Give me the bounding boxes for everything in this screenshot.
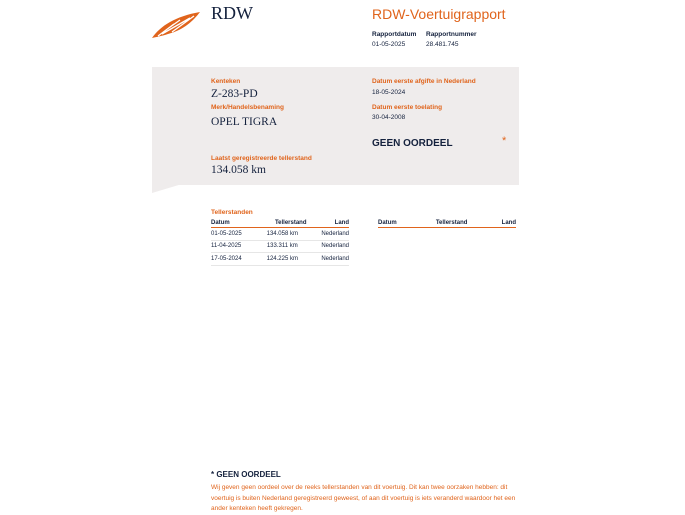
brand-name: RDW bbox=[211, 3, 253, 23]
verdict-footnote-mark: * bbox=[502, 135, 507, 147]
cell-date: 11-04-2025 bbox=[211, 240, 258, 253]
report-number-value: 28.481.745 bbox=[426, 41, 459, 48]
table-row bbox=[211, 228, 349, 241]
odometer-table bbox=[211, 219, 349, 266]
table-header-row bbox=[378, 219, 516, 228]
make-label: Merk/Handelsbenaming bbox=[211, 104, 284, 111]
make-value: OPEL TIGRA bbox=[211, 116, 278, 128]
footnote-title: * GEEN OORDEEL bbox=[211, 470, 281, 479]
col-date-header: Datum bbox=[211, 219, 258, 228]
col-date-header: Datum bbox=[378, 219, 418, 228]
first-issue-nl-label: Datum eerste afgifte in Nederland bbox=[372, 78, 476, 85]
cell-date: 17-05-2024 bbox=[211, 253, 258, 266]
cell-country: Nederland bbox=[307, 228, 349, 241]
col-odometer-header: Tellerstand bbox=[418, 219, 485, 228]
cell-country: Nederland bbox=[307, 253, 349, 266]
odometer-label: Laatst geregistreerde tellerstand bbox=[211, 155, 312, 162]
verdict-text: GEEN OORDEEL bbox=[372, 138, 453, 149]
odometer-table-continued bbox=[378, 219, 516, 228]
cell-date: 01-05-2025 bbox=[211, 228, 258, 241]
plate-label: Kenteken bbox=[211, 78, 241, 85]
col-odometer-header: Tellerstand bbox=[258, 219, 306, 228]
first-issue-nl-value: 18-05-2024 bbox=[372, 89, 406, 96]
cell-odometer: 133.311 km bbox=[258, 240, 306, 253]
rdw-logo-icon bbox=[150, 10, 204, 40]
table-header-row bbox=[211, 219, 349, 228]
panel-notch bbox=[152, 184, 182, 193]
odometer-table-title: Tellerstanden bbox=[211, 209, 253, 216]
cell-country: Nederland bbox=[307, 240, 349, 253]
footnote-text: Wij geven geen oordeel over de reeks tellerstanden van dit voertuig. Dit kan twee oorzaken hebben: dit voertuig is buiten Nederland geregistreerd geweest, of aan dit voertuig is iets veranderd waardoor het een ander kenteken heeft gekregen. bbox=[211, 484, 516, 512]
col-country-header: Land bbox=[485, 219, 516, 228]
cell-odometer: 124.225 km bbox=[258, 253, 306, 266]
first-admission-value: 30-04-2008 bbox=[372, 114, 406, 121]
report-date-label: Rapportdatum bbox=[372, 31, 417, 38]
col-country-header: Land bbox=[307, 219, 349, 228]
first-admission-label: Datum eerste toelating bbox=[372, 104, 443, 111]
plate-value: Z-283-PD bbox=[211, 88, 258, 100]
report-title: RDW-Voertuigrapport bbox=[372, 6, 506, 22]
table-row bbox=[211, 253, 349, 266]
report-date-value: 01-05-2025 bbox=[372, 41, 406, 48]
odometer-value: 134.058 km bbox=[211, 164, 266, 176]
table-row bbox=[211, 240, 349, 253]
report-number-label: Rapportnummer bbox=[426, 31, 477, 38]
cell-odometer: 134.058 km bbox=[258, 228, 306, 241]
